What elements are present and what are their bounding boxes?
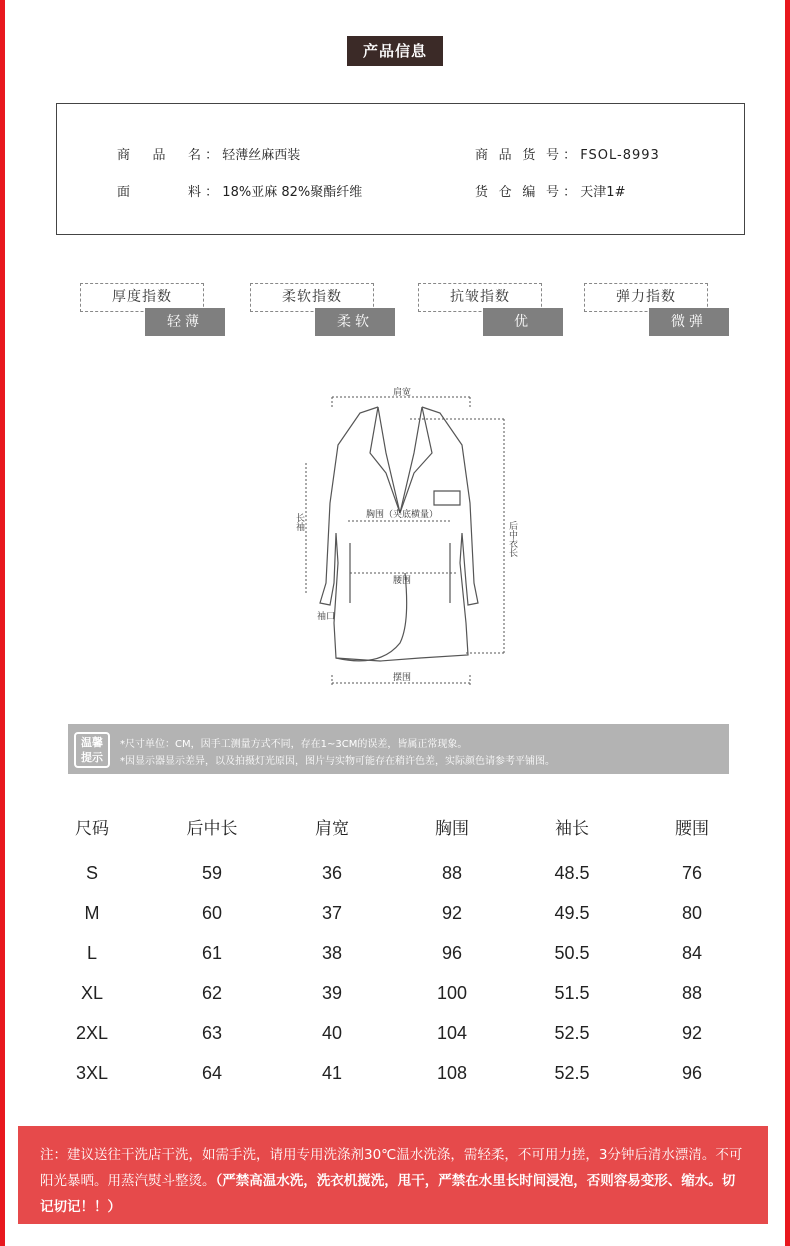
header-cell: 袖长: [555, 818, 589, 838]
care-instructions: [18, 1126, 768, 1224]
table-row: S 59 36 88 48.5 76: [85, 862, 703, 883]
product-name-row: 商 品 名 ： 轻薄丝麻西装: [117, 144, 300, 163]
tip-badge: 温馨 提示: [74, 732, 110, 768]
index-elasticity: [584, 283, 730, 336]
sleeve-label: 长袖: [294, 513, 304, 531]
warehouse-value: 天津1#: [580, 185, 626, 200]
back-length-label: 后中衣长: [507, 521, 517, 557]
warehouse-label: 货 仓 编 号: [475, 185, 559, 200]
product-sku-value: FSOL-8993: [580, 148, 660, 163]
table-row: 2XL 63 40 104 52.5 92: [75, 1022, 703, 1043]
product-sku-label: 商 品 货 号: [475, 148, 559, 163]
care-text: 注：建议送往干洗店干洗，如需手洗，请用专用洗涤剂30℃温水洗涤，需轻柔，不可用力搓，3分钟后清水漂清。不可阳光暴晒。用蒸汽熨斗整烫。: [40, 1147, 743, 1189]
index-wrinkle: [418, 283, 564, 336]
index-label: 厚度指数: [80, 283, 204, 312]
left-red-border: [0, 0, 5, 1246]
table-row: L 61 38 96 50.5 84: [86, 942, 703, 963]
table-row: XL 62 39 100 51.5 88: [80, 982, 703, 1003]
measurement-diagram: [290, 383, 530, 693]
fabric-value: 18%亚麻 82%聚酯纤维: [222, 185, 363, 200]
jacket-pocket: [434, 491, 460, 505]
chest-label: 胸围（夹底横量）: [365, 510, 439, 520]
section-title: 产品信息: [347, 36, 443, 66]
jacket-lapel-left: [370, 407, 400, 513]
product-sku-row: 商 品 货 号 ： FSOL-8993: [475, 144, 660, 163]
header-cell: 尺码: [75, 818, 109, 838]
index-value: 轻薄: [145, 308, 225, 336]
shoulder-label: 肩宽: [392, 388, 412, 398]
index-label: 柔软指数: [250, 283, 374, 312]
index-label: 弹力指数: [584, 283, 708, 312]
fabric-label: 面 料: [117, 185, 201, 200]
product-name-value: 轻薄丝麻西装: [222, 148, 301, 163]
product-name-label: 商 品 名: [117, 148, 201, 163]
jacket-collar: [378, 407, 422, 513]
index-value: 优: [483, 308, 563, 336]
jacket-lapel-right: [400, 407, 432, 513]
tip-bar: [68, 724, 729, 774]
table-row: 3XL 64 41 108 52.5 96: [75, 1062, 703, 1083]
warehouse-row: 货 仓 编 号 ： 天津1#: [475, 181, 625, 200]
cuff-label: 袖口: [316, 612, 336, 622]
index-value: 柔软: [315, 308, 395, 336]
jacket-hem-curve: [336, 573, 407, 661]
header-cell: 腰围: [675, 818, 709, 838]
index-thickness: [80, 283, 226, 336]
tip-line-2: *因显示器显示差异，以及拍摄灯光原因，图片与实物可能存在稍许色差，实际颜色请参考平铺图。: [120, 756, 555, 767]
index-value: 微弹: [649, 308, 729, 336]
size-table-header: [32, 806, 752, 846]
index-softness: [250, 283, 396, 336]
size-table: [32, 806, 752, 1093]
index-label: 抗皱指数: [418, 283, 542, 312]
product-info-box: [56, 103, 745, 235]
fabric-row: 面 料 ： 18%亚麻 82%聚酯纤维: [117, 181, 362, 200]
header-cell: 肩宽: [315, 818, 349, 838]
tip-line-1: *尺寸单位：CM，因手工测量方式不同，存在1~3CM的误差，皆属正常现象。: [120, 739, 468, 750]
header-cell: 胸围: [435, 818, 469, 838]
jacket-outline: [320, 407, 478, 661]
header-cell: 后中长: [186, 818, 238, 838]
right-red-border: [785, 0, 790, 1246]
hem-label: 摆围: [392, 673, 412, 683]
table-row: M 60 37 92 49.5 80: [84, 902, 703, 923]
care-warning: （严禁高温水洗，洗衣机搅洗，甩干，严禁在水里长时间浸泡，否则容易变形、缩水。切记切记！！）: [40, 1173, 736, 1215]
waist-label: 腰围: [392, 576, 412, 586]
